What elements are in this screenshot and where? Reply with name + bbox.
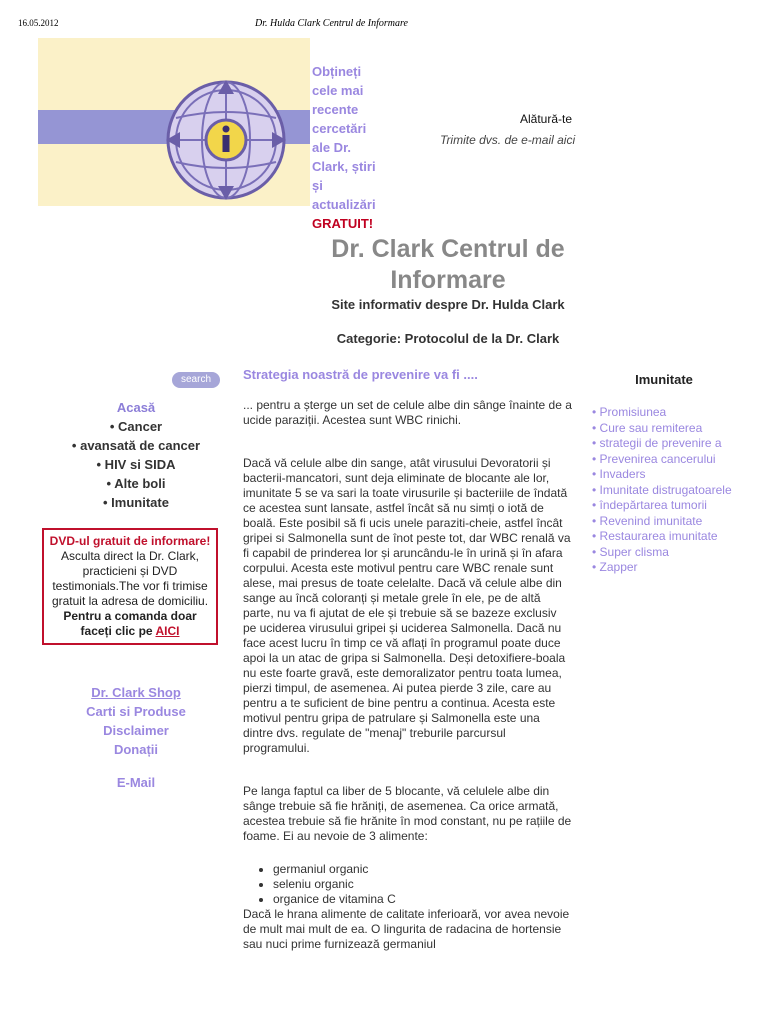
- nav-item-hiv[interactable]: • HIV si SIDA: [96, 457, 176, 472]
- dvd-offer-box: [42, 528, 218, 645]
- right-sidebar: [592, 372, 742, 576]
- nav-shop-link[interactable]: Dr. Clark Shop: [91, 685, 181, 700]
- sidebar-link[interactable]: • Zapper: [592, 560, 638, 574]
- nav-home-link[interactable]: Acasă: [116, 400, 156, 415]
- sidebar-link[interactable]: • Prevenirea cancerului: [592, 451, 716, 466]
- list-item: • organice de vitamina C: [273, 892, 573, 907]
- main-article: [243, 367, 573, 952]
- site-title: Dr. Clark Centrul de Informare: [331, 235, 565, 294]
- promo-line: ale Dr.: [312, 140, 352, 155]
- nav-books-link[interactable]: Carti si Produse: [86, 704, 186, 719]
- email-signup-hint[interactable]: Trimite dvs. de e-mail aici: [440, 133, 576, 147]
- sidebar-list: [592, 405, 742, 576]
- sidebar-link[interactable]: • Restaurarea imunitate: [592, 529, 718, 543]
- join-button[interactable]: Alătură-te: [520, 112, 573, 126]
- promo-line: cercetări: [312, 121, 367, 136]
- nav-email-link[interactable]: E-Mail: [116, 775, 156, 790]
- promo-line: actualizări: [312, 197, 376, 212]
- promo-line: și: [312, 178, 323, 193]
- sidebar-link[interactable]: • îndepărtarea tumorii: [592, 498, 707, 512]
- sidebar-link[interactable]: • Promisiunea: [592, 405, 667, 419]
- category-label: Categorie: Protocolul de la Dr. Clark: [336, 331, 560, 346]
- search-button[interactable]: search: [172, 372, 220, 388]
- sidebar-link[interactable]: • Revenind imunitate: [592, 513, 703, 528]
- bottom-nav: [38, 683, 234, 792]
- nav-disclaimer-link[interactable]: Disclaimer: [103, 723, 169, 738]
- nav-item-cancer[interactable]: • Cancer: [109, 419, 163, 434]
- print-title: Dr. Hulda Clark Centrul de Informare: [255, 18, 408, 29]
- promo-free-label: GRATUIT!: [312, 216, 374, 231]
- nav-item-other-diseases[interactable]: • Alte boli: [106, 476, 166, 491]
- print-date: 16.05.2012: [18, 18, 59, 28]
- banner-logo: [38, 38, 310, 206]
- globe-info-icon: [164, 78, 288, 202]
- list-item: • germaniul organic: [273, 862, 573, 877]
- dvd-title: DVD-ul gratuit de informare!: [49, 534, 211, 548]
- sidebar-link[interactable]: • Cure sau remiterea: [592, 420, 703, 435]
- dvd-body: Asculta direct la Dr. Clark, practicieni și DVD testimonials.The vor fi trimise gratuit la adresa de domiciliu.: [51, 549, 209, 608]
- promo-line: recente: [312, 102, 359, 117]
- promo-line: Obțineți: [312, 64, 362, 79]
- nav-item-advanced-cancer[interactable]: • avansată de cancer: [71, 438, 201, 453]
- promo-line: cele mai: [312, 83, 364, 98]
- promo-line: Clark, știri: [312, 159, 376, 174]
- article-heading: Strategia noastră de prevenire va fi ....: [243, 367, 478, 382]
- left-nav: [38, 398, 234, 512]
- article-paragraph: Dacă vă celule albe din sange, atât virusului Devoratorii și bacterii-mancatori, sunt deja eliminate de blocante ale lor, imunitate 5 se va sari la toate virusurile și bacteriile de îndată ce acestea sunt lansate, astfel încât să nu simți o iotă de boală. Este posibil să fi ucis unele paraziti-cheie, astfel încât gripei si Salmonella sunt de înot peste tot, dar WBC renală va fi capabil de prinderea lor și aruncându-le în urină și în afara corpului. Acesta este motivul pentru care WBC renale sunt alese, mai presus de toate celelalte. Dacă vă celule albe din sange au încă coloranți și metale grele în ele, pe de altă parte, nu va fi ajutat de ele și trebuie să se bazeze exclusiv pe uciderea virusului gripei și uciderea Salmonella. Dacă nu face acest lucru în timp ce vă aflați în programul poate duce apoi la un atac de gripa si Salmonella. Deși detoxifiere-boala nu este foarte gravă, este demoralizator pentru toata lumea, pierzi timpul, de asemenea. Ai putea pierde 3 zile, care au pentru a te suficient de bine pentru a continua. Acesta este motivul pentru gripa de patrulare și Salmonella este una dintre dvs. regulate de "menaj" treburile parcursul programului.: [243, 456, 571, 755]
- nav-item-immunity[interactable]: • Imunitate: [103, 495, 169, 510]
- dvd-cta: [47, 609, 213, 639]
- promo-text: [312, 62, 392, 233]
- dvd-order-link[interactable]: AICI: [155, 624, 180, 638]
- nav-donations-link[interactable]: Donații: [113, 742, 159, 757]
- sidebar-link[interactable]: • Invaders: [592, 467, 646, 481]
- sidebar-link[interactable]: • Imunitate distrugatoarele: [592, 482, 732, 497]
- article-paragraph: Pe langa faptul ca liber de 5 blocante, vă celulele albe din sânge trebuie să fie hrăniți, de asemenea. Ca orice armată, acestea trebuie să fie hrănite în mod constant, nu pe rațiile de foame. Ei au nevoie de 3 alimente:: [243, 784, 572, 843]
- article-paragraph: Dacă le hrana alimente de calitate inferioară, vor avea nevoie de mult mai mult de ea. O lingurita de radacina de hortensie sau nuci prime furnizează germaniul: [243, 907, 570, 951]
- article-paragraph: ... pentru a șterge un set de celule albe din sânge înainte de a ucide paraziții. Acestea sunt WBC rinichi.: [243, 398, 572, 427]
- list-item: • seleniu organic: [273, 877, 573, 892]
- nutrient-list: [243, 862, 573, 907]
- sidebar-link[interactable]: • strategii de prevenire a: [592, 436, 722, 450]
- sidebar-heading: Imunitate: [635, 372, 693, 387]
- sidebar-link[interactable]: • Super clisma: [592, 544, 669, 559]
- site-subtitle: Site informativ despre Dr. Hulda Clark: [331, 297, 565, 312]
- dvd-cta-text: Pentru a comanda doar faceți clic pe: [63, 609, 197, 638]
